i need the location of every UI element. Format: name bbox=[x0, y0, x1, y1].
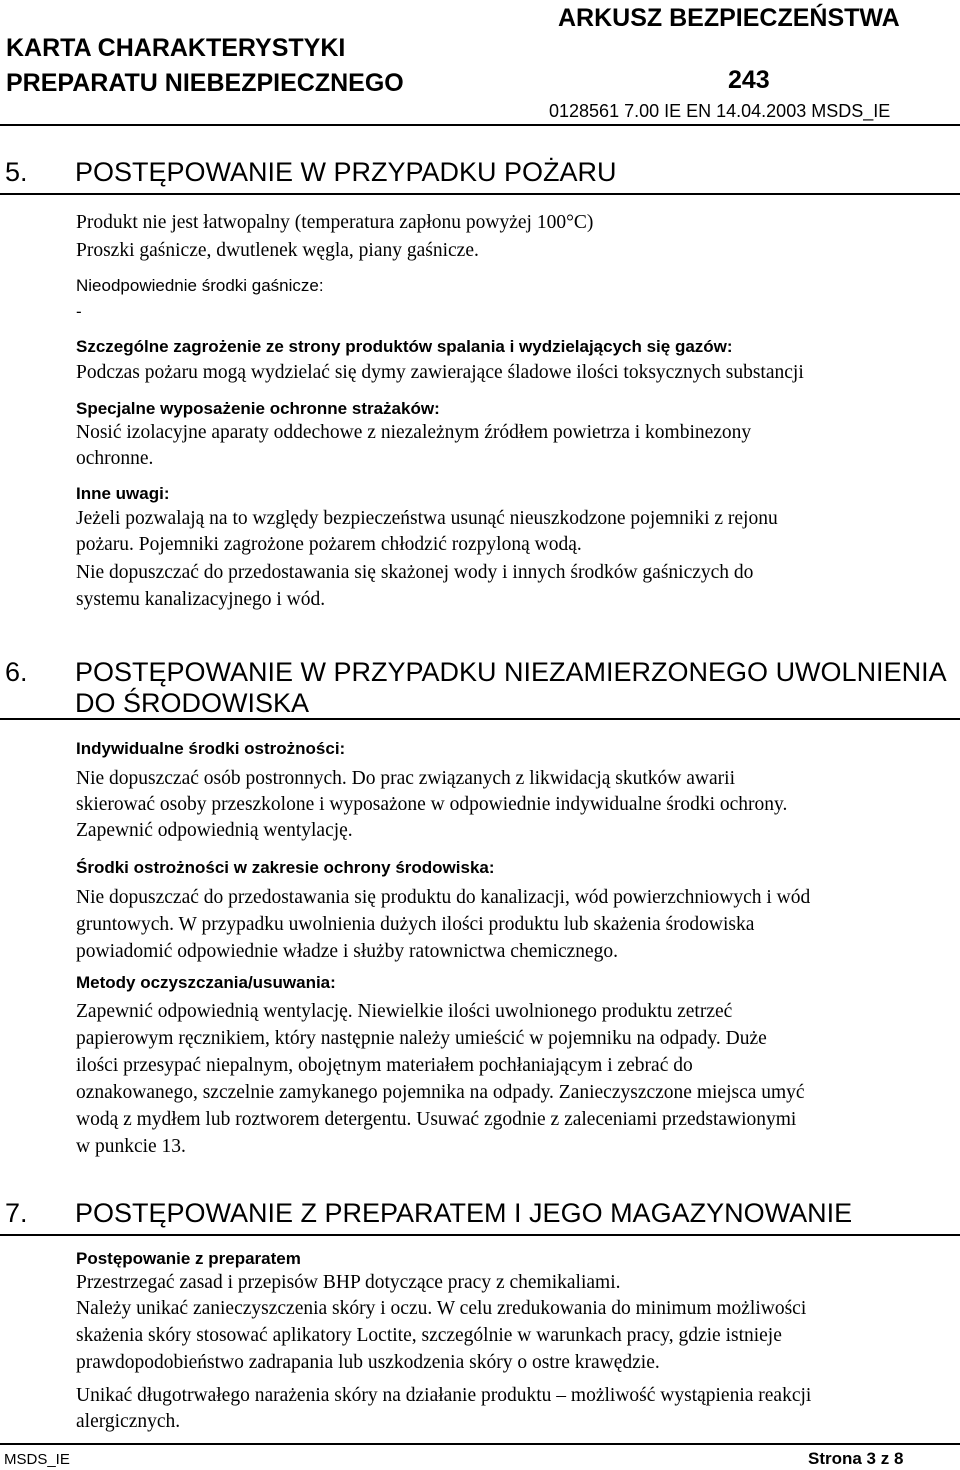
cleanup-methods-line: Zapewnić odpowiednią wentylację. Niewielkie ilości uwolnionego produktu zetrzeć bbox=[76, 1001, 733, 1022]
environmental-precautions-heading: Środki ostrożności w zakresie ochrony środowiska: bbox=[76, 858, 495, 877]
cleanup-methods-line: wodą z mydłem lub roztworem detergentu. Usuwać zgodnie z zaleceniami przedstawionymi bbox=[76, 1109, 797, 1130]
section-7-title: POSTĘPOWANIE Z PREPARATEM I JEGO MAGAZYNOWANIE bbox=[75, 1198, 853, 1228]
section-7-divider bbox=[0, 1234, 960, 1236]
environmental-precautions-line: gruntowych. W przypadku uwolnienia dużych ilości produktu lub skażenia środowiska bbox=[76, 914, 755, 935]
personal-precautions-heading: Indywidualne środki ostrożności: bbox=[76, 739, 346, 758]
other-remarks-line: systemu kanalizacyjnego i wód. bbox=[76, 589, 326, 610]
other-remarks-heading: Inne uwagi: bbox=[76, 484, 170, 503]
document-title bbox=[6, 3, 404, 98]
flammability-text: Produkt nie jest łatwopalny (temperatura zapłonu powyżej 100°C) bbox=[76, 212, 594, 233]
other-remarks-line: Jeżeli pozwalają na to względy bezpieczeństwa usunąć nieuszkodzone pojemniki z rejonu bbox=[76, 508, 778, 529]
other-remarks-line: Nie dopuszczać do przedostawania się skażonej wody i innych środków gaśniczych do bbox=[76, 562, 754, 583]
handling-line: Należy unikać zanieczyszczenia skóry i oczu. W celu zredukowania do minimum możliwości bbox=[76, 1298, 807, 1319]
section-5-divider bbox=[0, 193, 960, 195]
unsuitable-media-value: - bbox=[76, 302, 82, 321]
section-5-title: POSTĘPOWANIE W PRZYPADKU POŻARU bbox=[75, 157, 617, 187]
header-title-line1: KARTA CHARAKTERYSTYKI bbox=[6, 34, 346, 62]
footer-divider bbox=[0, 1443, 960, 1445]
document-reference: 0128561 7.00 IE EN 14.04.2003 MSDS_IE bbox=[549, 101, 891, 121]
extinguishing-media-text: Proszki gaśnicze, dwutlenek węgla, piany gaśnicze. bbox=[76, 240, 479, 261]
header-divider bbox=[0, 124, 960, 126]
firefighter-equipment-heading: Specjalne wyposażenie ochronne strażaków: bbox=[76, 399, 440, 418]
section-6-title-line1: POSTĘPOWANIE W PRZYPADKU NIEZAMIERZONEGO UWOLNIENIA bbox=[75, 657, 947, 687]
handling-line: alergicznych. bbox=[76, 1411, 181, 1432]
handling-line: Przestrzegać zasad i przepisów BHP dotyczące pracy z chemikaliami. bbox=[76, 1272, 621, 1293]
handling-line: prawdopodobieństwo zadrapania lub uszkodzenia skóry o ostre krawędzie. bbox=[76, 1352, 660, 1373]
sheet-number: 243 bbox=[728, 66, 770, 94]
section-7-number: 7. bbox=[5, 1198, 28, 1228]
cleanup-methods-line: oznakowanego, szczelnie zamykanego pojemnika na odpady. Zanieczyszczone miejsca umyć bbox=[76, 1082, 805, 1103]
firefighter-equipment-line: ochronne. bbox=[76, 448, 154, 469]
firefighter-equipment-line: Nosić izolacyjne aparaty oddechowe z niezależnym źródłem powietrza i kombinezony bbox=[76, 422, 752, 443]
other-remarks-line: pożaru. Pojemniki zagrożone pożarem chłodzić rozpyloną wodą. bbox=[76, 534, 582, 555]
section-6-title-line2: DO ŚRODOWISKA bbox=[75, 688, 310, 718]
header-title-line2: PREPARATU NIEBEZPIECZNEGO bbox=[6, 69, 404, 97]
handling-line: skażenia skóry stosować aplikatory Loctite, szczególnie w warunkach pracy, gdzie istnieje bbox=[76, 1325, 782, 1346]
personal-precautions-line: Zapewnić odpowiednią wentylację. bbox=[76, 820, 353, 841]
sheet-title: ARKUSZ BEZPIECZEŃSTWA bbox=[558, 4, 900, 32]
unsuitable-media-heading: Nieodpowiednie środki gaśnicze: bbox=[76, 276, 324, 295]
environmental-precautions-line: powiadomić odpowiednie władze i służby ratownictwa chemicznego. bbox=[76, 941, 619, 962]
combustion-hazards-text: Podczas pożaru mogą wydzielać się dymy zawierające śladowe ilości toksycznych substancji bbox=[76, 362, 804, 383]
environmental-precautions-line: Nie dopuszczać do przedostawania się produktu do kanalizacji, wód powierzchniowych i wód bbox=[76, 887, 811, 908]
section-6-divider bbox=[0, 718, 960, 720]
cleanup-methods-line: w punkcie 13. bbox=[76, 1136, 186, 1157]
personal-precautions-line: Nie dopuszczać osób postronnych. Do prac związanych z likwidacją skutków awarii bbox=[76, 768, 735, 789]
page-number: Strona 3 z 8 bbox=[808, 1449, 904, 1468]
handling-heading: Postępowanie z preparatem bbox=[76, 1249, 301, 1268]
personal-precautions-line: skierować osoby przeszkolone i wyposażone w odpowiednie indywidualne środki ochrony. bbox=[76, 794, 788, 815]
footer-document-id: MSDS_IE bbox=[4, 1451, 70, 1468]
section-6-number: 6. bbox=[5, 657, 28, 687]
cleanup-methods-heading: Metody oczyszczania/usuwania: bbox=[76, 973, 336, 992]
combustion-hazards-heading: Szczególne zagrożenie ze strony produktów spalania i wydzielających się gazów: bbox=[76, 337, 733, 356]
section-5-number: 5. bbox=[5, 157, 28, 187]
cleanup-methods-line: ilości przesypać niepalnym, obojętnym materiałem pochłaniającym i zebrać do bbox=[76, 1055, 693, 1076]
cleanup-methods-line: papierowym ręcznikiem, który następnie należy umieścić w pojemniku na odpady. Duże bbox=[76, 1028, 767, 1049]
handling-line: Unikać długotrwałego narażenia skóry na działanie produktu – możliwość wystąpienia reakcji bbox=[76, 1385, 812, 1406]
